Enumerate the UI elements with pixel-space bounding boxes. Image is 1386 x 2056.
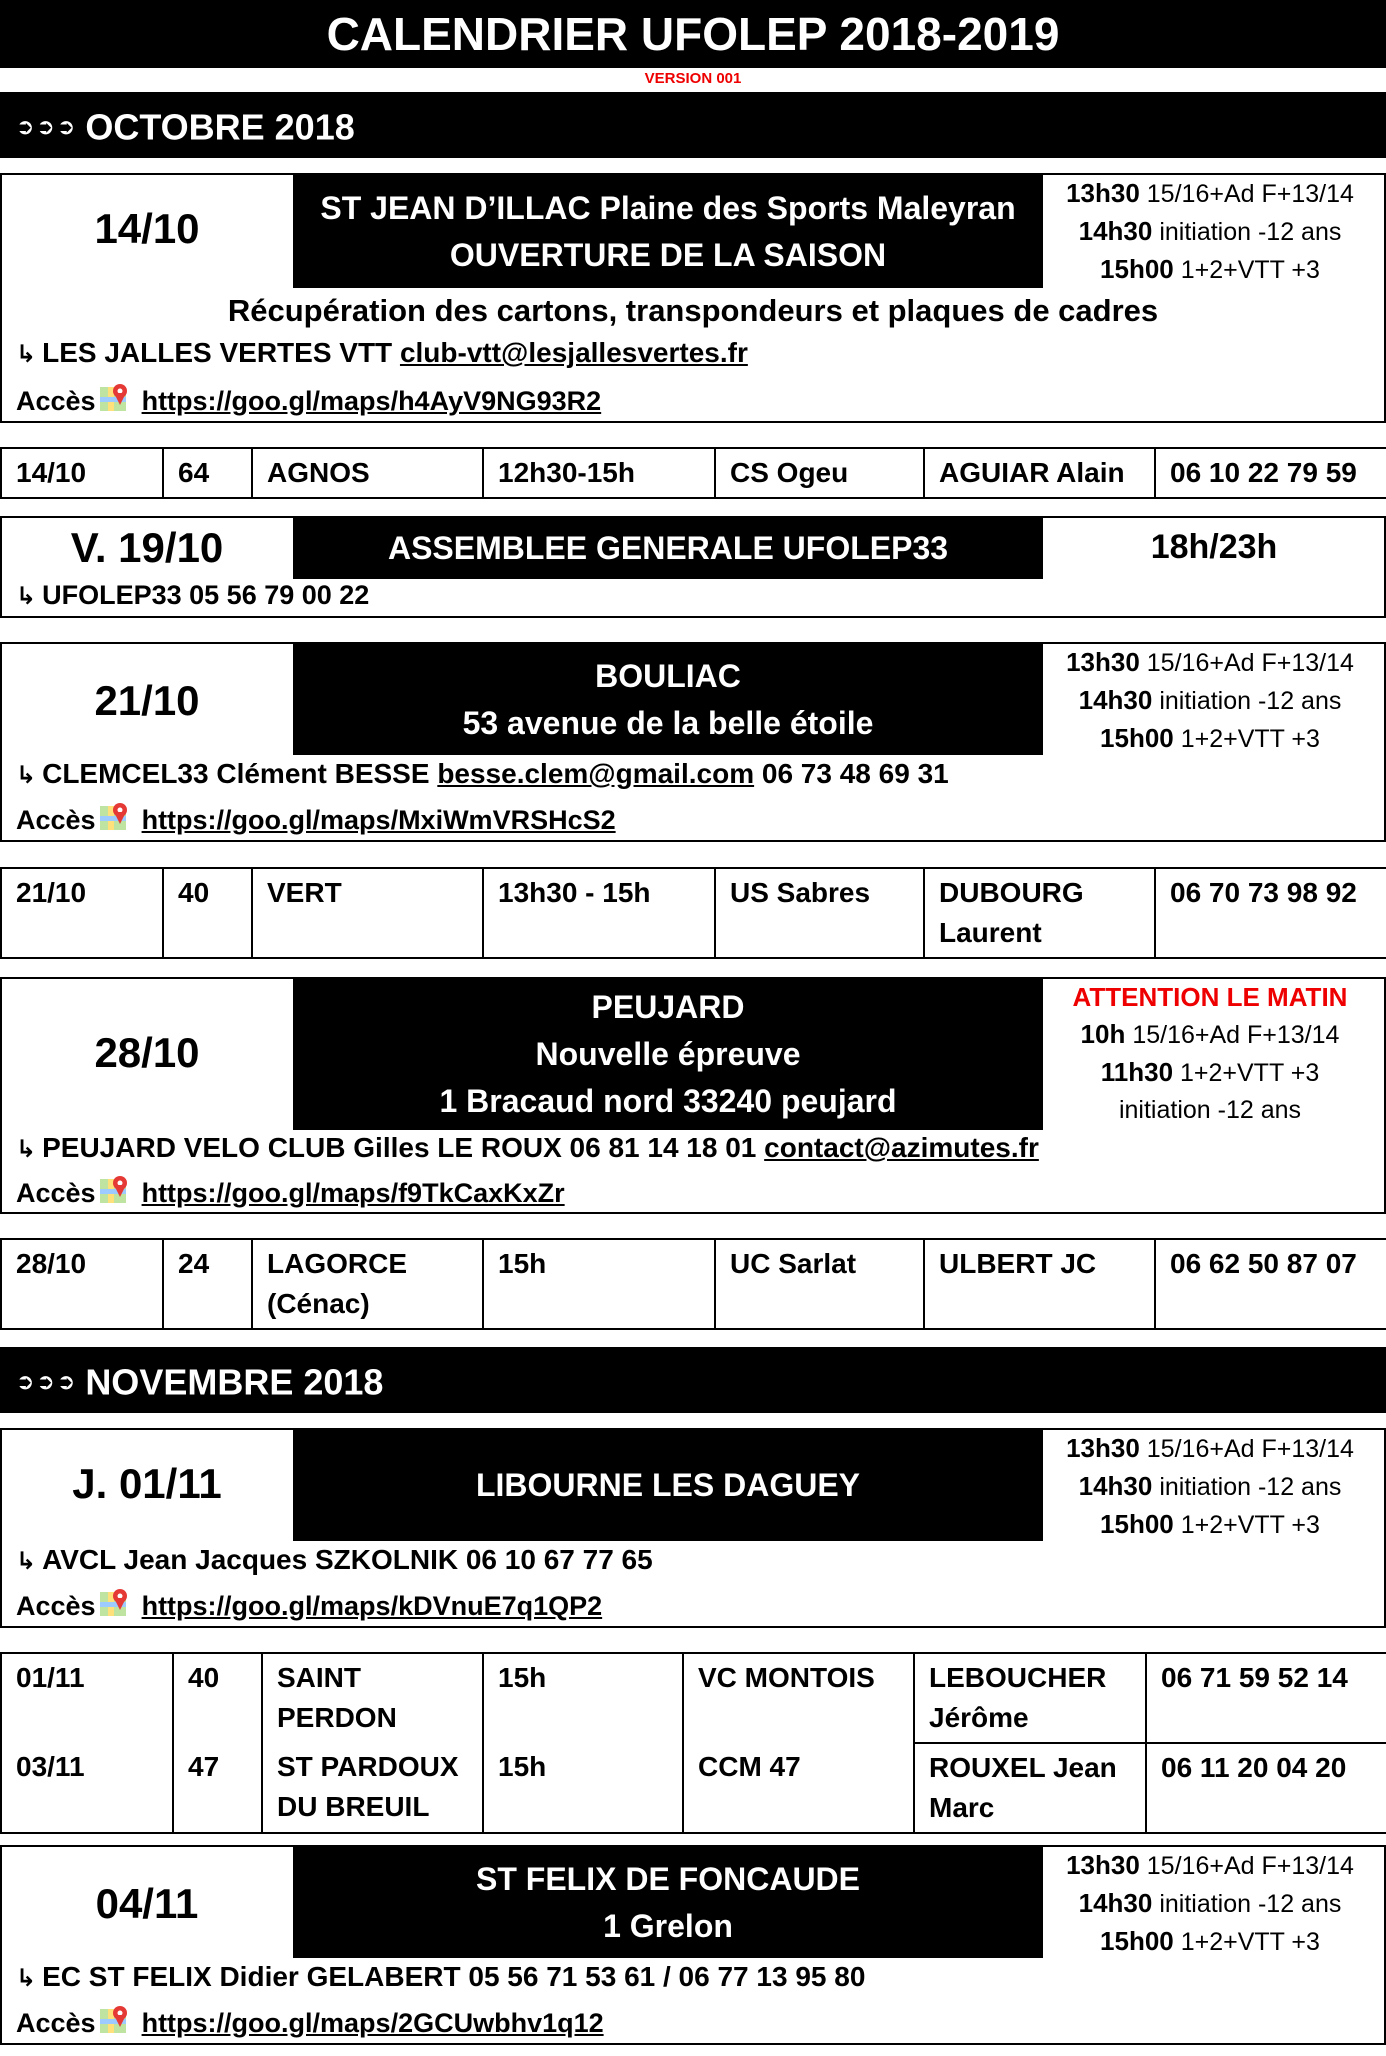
cell-date: 21/10 — [1, 868, 163, 958]
cell-location: SAINT PERDON — [262, 1653, 483, 1743]
event-title: BOULIAC — [595, 657, 741, 694]
cell-contact: AGUIAR Alain — [924, 448, 1155, 498]
schedule-time: 14h30 — [1078, 1888, 1153, 1918]
schedule-category: 15/16+Ad F+13/14 — [1146, 649, 1354, 677]
race-table — [0, 447, 1386, 499]
event-title: PEUJARD — [591, 989, 745, 1025]
contact-text: PEUJARD VELO CLUB Gilles LE ROUX 06 81 14 18 01 — [42, 1132, 765, 1163]
cell-phone: 06 71 59 52 14 — [1146, 1653, 1386, 1743]
event-access — [16, 800, 616, 836]
event-access — [16, 381, 601, 417]
arrow-icon: ↳ — [16, 1136, 37, 1163]
cell-department: 40 — [163, 868, 252, 958]
cell-location: LAGORCE (Cénac) — [252, 1239, 483, 1329]
month-title: NOVEMBRE 2018 — [85, 1361, 384, 1403]
schedule-category: 1+2+VTT +3 — [1180, 725, 1320, 753]
event-card — [0, 642, 1386, 842]
page-title: CALENDRIER UFOLEP 2018-2019 — [0, 0, 1386, 68]
map-icon — [98, 1586, 132, 1620]
contact-phone: 06 73 48 69 31 — [754, 758, 949, 789]
event-card — [0, 1428, 1386, 1628]
cell-location: AGNOS — [252, 448, 483, 498]
cell-time: 15h — [483, 1653, 683, 1743]
map-icon — [98, 2003, 132, 2037]
table-row — [1, 868, 1386, 958]
cell-phone: 06 70 73 98 92 — [1155, 868, 1386, 958]
cell-phone: 06 11 20 04 20 — [1146, 1743, 1386, 1833]
event-subtitle: 53 avenue de la belle étoile — [462, 704, 874, 741]
schedule-time: 10h — [1080, 1019, 1126, 1049]
cell-club: UC Sarlat — [715, 1239, 924, 1329]
race-table — [0, 1238, 1386, 1330]
event-card — [0, 173, 1386, 423]
cell-club: CS Ogeu — [715, 448, 924, 498]
event-title: LIBOURNE LES DAGUEY — [475, 1467, 861, 1503]
month-banner-october — [0, 92, 1386, 158]
schedule-category: 1+2+VTT +3 — [1180, 1511, 1320, 1539]
schedule-category: 15/16+Ad F+13/14 — [1132, 1021, 1340, 1049]
schedule-category: 1+2+VTT +3 — [1180, 256, 1320, 284]
arrow-icon: ↳ — [16, 583, 37, 610]
cell-contact: DUBOURG Laurent — [924, 868, 1155, 958]
event-schedule — [1050, 644, 1370, 758]
arrow-icon: ↳ — [16, 341, 37, 368]
arrow-icon: ↳ — [16, 1965, 37, 1992]
cell-time: 15h — [483, 1743, 683, 1833]
event-title: ST JEAN D’ILLAC Plaine des Sports Maleyran — [320, 189, 1016, 226]
event-title-block — [293, 175, 1043, 288]
schedule-category: initiation -12 ans — [1159, 687, 1342, 715]
arrows-icon: ➲➲➲ — [16, 114, 78, 140]
event-schedule — [1050, 175, 1370, 289]
event-access — [16, 1173, 565, 1209]
access-label: Accès — [16, 386, 96, 416]
event-title-block — [293, 644, 1043, 755]
schedule-category: 15/16+Ad F+13/14 — [1146, 1435, 1354, 1463]
schedule-category: initiation -12 ans — [1159, 1890, 1342, 1918]
contact-text: CLEMCEL33 Clément BESSE — [42, 758, 438, 789]
event-note: Récupération des cartons, transpondeurs et plaques de cadres — [227, 293, 1159, 328]
version-label: VERSION 001 — [644, 70, 742, 87]
map-link[interactable]: https://goo.gl/maps/2GCUwbhv1q12 — [141, 2008, 604, 2038]
schedule-category: initiation -12 ans — [1159, 1473, 1342, 1501]
access-label: Accès — [16, 805, 96, 835]
schedule-time: 15h00 — [1100, 723, 1174, 753]
cell-date: 28/10 — [1, 1239, 163, 1329]
event-title-block — [293, 1847, 1043, 1958]
cell-time: 15h — [483, 1239, 715, 1329]
event-schedule — [1050, 1430, 1370, 1544]
cell-department: 40 — [173, 1653, 262, 1743]
event-card — [0, 516, 1386, 618]
contact-text: LES JALLES VERTES VTT — [42, 337, 400, 368]
event-title: ST FELIX DE FONCAUDE — [475, 1860, 860, 1897]
event-access — [16, 2003, 604, 2039]
contact-email-link[interactable]: besse.clem@gmail.com — [437, 758, 755, 789]
cell-date: 01/11 — [1, 1653, 173, 1743]
access-label: Accès — [16, 1591, 96, 1621]
cell-time: 12h30-15h — [483, 448, 715, 498]
schedule-time: 15h00 — [1100, 1509, 1174, 1539]
map-link[interactable]: https://goo.gl/maps/MxiWmVRSHcS2 — [141, 805, 616, 835]
table-row — [1, 1239, 1386, 1329]
event-date: V. 19/10 — [70, 524, 224, 571]
map-link[interactable]: https://goo.gl/maps/kDVnuE7q1QP2 — [141, 1591, 603, 1621]
schedule-time: 14h30 — [1078, 216, 1153, 246]
schedule-category: 1+2+VTT +3 — [1180, 1928, 1320, 1956]
event-contact — [16, 1961, 865, 1993]
race-table — [0, 1652, 1386, 1834]
cell-location: ST PARDOUX DU BREUIL — [262, 1743, 483, 1833]
arrow-icon: ↳ — [16, 1548, 37, 1575]
arrow-icon: ↳ — [16, 762, 37, 789]
map-icon — [98, 800, 132, 834]
event-contact — [16, 337, 748, 369]
schedule-category: 15/16+Ad F+13/14 — [1146, 180, 1354, 208]
table-row — [1, 448, 1386, 498]
map-link[interactable]: https://goo.gl/maps/f9TkCaxKxZr — [141, 1178, 565, 1208]
month-banner-november — [0, 1347, 1386, 1413]
cell-department: 64 — [163, 448, 252, 498]
event-date: 21/10 — [94, 677, 200, 724]
event-title-block — [293, 518, 1043, 579]
warning-label: ATTENTION LE MATIN — [1072, 982, 1348, 1012]
contact-text: AVCL Jean Jacques SZKOLNIK 06 10 67 77 65 — [42, 1544, 653, 1575]
map-icon — [98, 381, 132, 415]
event-card — [0, 977, 1386, 1214]
cell-club: CCM 47 — [683, 1743, 914, 1833]
cell-department: 47 — [173, 1743, 262, 1833]
schedule-time: 13h30 — [1066, 178, 1140, 208]
schedule-time: 15h00 — [1100, 254, 1174, 284]
access-label: Accès — [16, 1178, 96, 1208]
map-link[interactable]: https://goo.gl/maps/h4AyV9NG93R2 — [141, 386, 602, 416]
schedule-time: 14h30 — [1078, 685, 1153, 715]
cell-location: VERT — [252, 868, 483, 958]
cell-contact: LEBOUCHER Jérôme — [914, 1653, 1146, 1743]
event-address: 1 Bracaud nord 33240 peujard — [439, 1083, 897, 1119]
event-date: 04/11 — [95, 1880, 199, 1927]
event-contact — [16, 580, 369, 611]
cell-contact: ROUXEL Jean Marc — [914, 1743, 1146, 1833]
event-date: J. 01/11 — [72, 1460, 222, 1507]
event-subtitle: 1 Grelon — [603, 1907, 733, 1944]
cell-date: 03/11 — [1, 1743, 173, 1833]
cell-club: VC MONTOIS — [683, 1653, 914, 1743]
event-schedule — [1050, 1847, 1370, 1961]
event-schedule — [1050, 979, 1370, 1129]
event-title-block — [293, 1430, 1043, 1541]
contact-email-link[interactable]: contact@azimutes.fr — [764, 1132, 1039, 1163]
contact-text: EC ST FELIX Didier GELABERT 05 56 71 53 61 / 06 77 13 95 80 — [42, 1961, 866, 1992]
event-subtitle: Nouvelle épreuve — [535, 1036, 801, 1072]
race-table — [0, 867, 1386, 959]
cell-time: 13h30 - 15h — [483, 868, 715, 958]
access-label: Accès — [16, 2008, 96, 2038]
schedule-time: 13h30 — [1066, 1433, 1140, 1463]
schedule-category: 15/16+Ad F+13/14 — [1146, 1852, 1354, 1880]
event-contact — [16, 1132, 1039, 1164]
schedule-time: 14h30 — [1078, 1471, 1153, 1501]
table-row — [1, 1743, 1386, 1833]
arrows-icon: ➲➲➲ — [16, 1369, 78, 1395]
contact-email-link[interactable]: club-vtt@lesjallesvertes.fr — [399, 337, 748, 368]
cell-phone: 06 62 50 87 07 — [1155, 1239, 1386, 1329]
event-card — [0, 1845, 1386, 2045]
event-date: 28/10 — [94, 1029, 200, 1076]
event-contact — [16, 758, 949, 790]
schedule-time: 11h30 — [1100, 1057, 1174, 1087]
cell-club: US Sabres — [715, 868, 924, 958]
event-time: 18h/23h — [1150, 528, 1278, 566]
cell-date: 14/10 — [1, 448, 163, 498]
event-contact — [16, 1544, 653, 1576]
schedule-category: initiation -12 ans — [1118, 1096, 1302, 1124]
schedule-time: 13h30 — [1066, 647, 1140, 677]
month-title: OCTOBRE 2018 — [85, 106, 355, 148]
schedule-time: 15h00 — [1100, 1926, 1174, 1956]
map-icon — [98, 1173, 132, 1207]
cell-phone: 06 10 22 79 59 — [1155, 448, 1386, 498]
table-row — [1, 1653, 1386, 1743]
cell-contact: ULBERT JC — [924, 1239, 1155, 1329]
cell-department: 24 — [163, 1239, 252, 1329]
event-access — [16, 1586, 602, 1622]
schedule-category: 1+2+VTT +3 — [1180, 1059, 1320, 1087]
event-date: 14/10 — [94, 205, 200, 252]
schedule-category: initiation -12 ans — [1159, 218, 1342, 246]
event-title-block — [293, 979, 1043, 1130]
event-title: ASSEMBLEE GENERALE UFOLEP33 — [387, 530, 949, 566]
event-subtitle: OUVERTURE DE LA SAISON — [449, 236, 887, 273]
contact-text: UFOLEP33 05 56 79 00 22 — [42, 580, 370, 610]
schedule-time: 13h30 — [1066, 1850, 1140, 1880]
